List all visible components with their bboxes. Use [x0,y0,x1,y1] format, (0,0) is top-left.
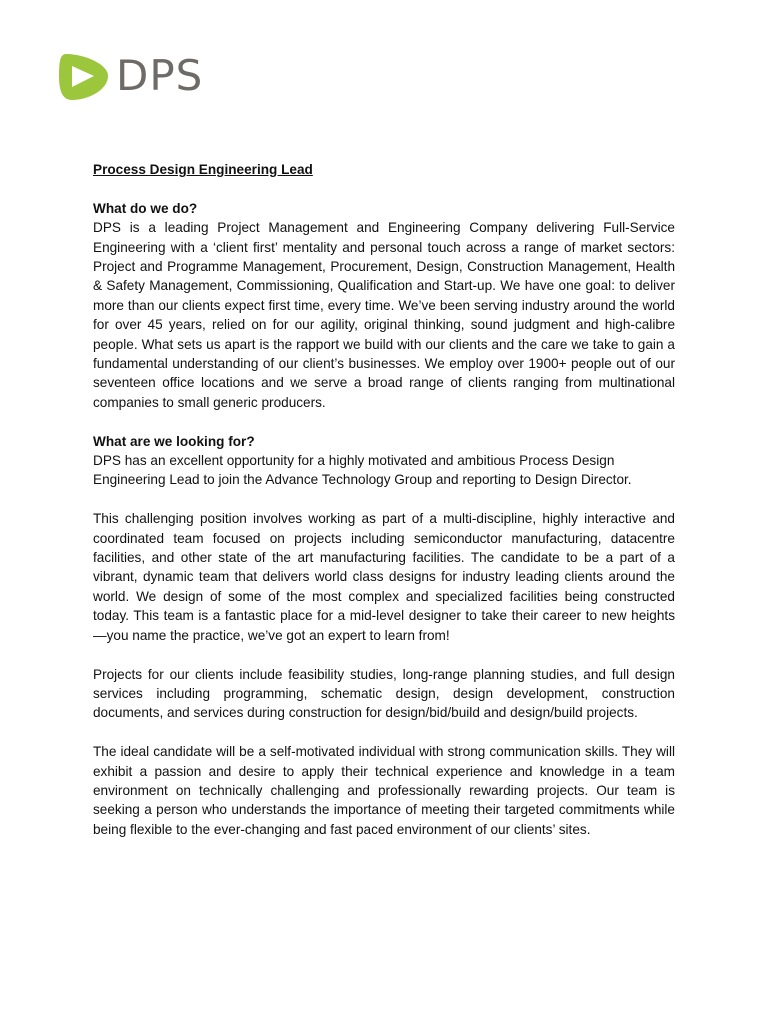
section-heading-what-we-do: What do we do? [93,200,198,216]
company-overview-paragraph: DPS is a leading Project Management and Engineering Company delivering Full-Service Engineering with a ‘client first’ mentality and personal touch across a range of market sectors: Project and Programme Management, Procurement, Design, Construction Management, Health & Safety Management, Commissioning, Qualification and Start-up. We have one goal: to deliver more than our clients expect first time, every time. We’ve been serving industry around the world for over 45 years, relied on for our agility, original thinking, sound judgment and high-calibre people. What sets us apart is the rapport we build with our clients and the care we take to gain a fundamental understanding of our client’s businesses. We employ over 1900+ people out of our seventeen office locations and we serve a broad range of clients ranging from multinational companies to small generic producers. [93,220,675,410]
section-heading-looking-for: What are we looking for? [93,433,255,449]
job-description [93,160,675,859]
position-paragraph: This challenging position involves working as part of a multi-discipline, highly interactive and coordinated team focused on projects including semiconductor manufacturing, datacentre facilities, and other state of the art manufacturing facilities. The candidate to be a part of a vibrant, dynamic team that delivers world class designs for industry leading clients around the world. We design of some of the most complex and specialized facilities being constructed today. This team is a fantastic place for a mid-level designer to take their career to new heights—you name the practice, we’ve got an expert to learn from! [93,511,675,643]
logo-wordmark: DPS [116,51,204,100]
ideal-candidate-paragraph: The ideal candidate will be a self-motivated individual with strong communication skills. They will exhibit a passion and desire to apply their technical experience and knowledge in a team environment on technically challenging and professionally rewarding projects. Our team is seeking a person who understands the importance of meeting their targeted commitments while being flexible to the ever-changing and fast paced environment of our clients’ sites. [93,744,675,837]
role-intro-paragraph: DPS has an excellent opportunity for a highly motivated and ambitious Process Design Engineering Lead to join the Advance Technology Group and reporting to Design Director. [93,453,632,488]
dps-logo-icon [58,50,110,102]
document-title: Process Design Engineering Lead [93,162,313,177]
company-logo [58,50,203,102]
projects-paragraph: Projects for our clients include feasibility studies, long-range planning studies, and full design services including programming, schematic design, design development, construction documents, and services during construction for design/bid/build and design/build projects. [93,666,675,721]
